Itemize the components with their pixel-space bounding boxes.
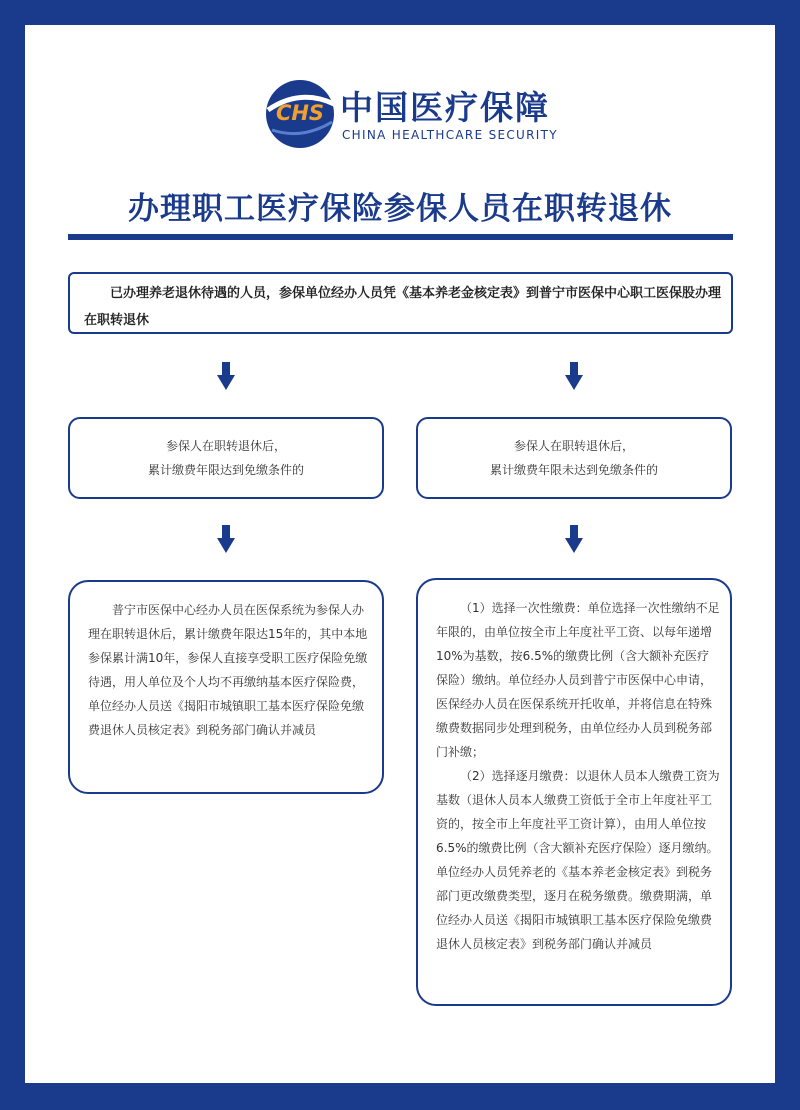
result-left-text: 普宁市医保中心经办人员在医保系统为参保人办理在职转退休后，累计缴费年限达15年的，其中本地参保累计满10年，参保人直接享受职工医疗保险免缴待遇，用人单位及个人均不再缴纳基本医疗保险费，单位经办人员送《揭阳市城镇职工基本医疗保险免缴费退休人员核定表》到税务部门确认并减员 [88,603,368,737]
title-underline [68,234,733,240]
badge-text: CHS [275,101,325,125]
result-right-option2: （2）选择逐月缴费：以退休人员本人缴费工资为基数（退休人员本人缴费工资低于全市上年度社平工资的，按全市上年度社平工资计算），由用人单位按6.5%的缴费比例（含大额补充医疗保险）逐月缴纳。单位经办人员凭养老的《基本养老金核定表》到税务部门更改缴费类型，逐月在税务缴费。缴费期满，单位经办人员送《揭阳市城镇职工基本医疗保险免缴费退休人员核定表》到税务部门确认并减员 [436,769,720,951]
intro-step-text: 已办理养老退休待遇的人员，参保单位经办人员凭《基本养老金核定表》到普宁市医保中心职工医保股办理在职转退休 [84,286,722,328]
result-right-option1: （1）选择一次性缴费：单位选择一次性缴纳不足年限的，由单位按全市上年度社平工资、以每年递增10%为基数，按6.5%的缴费比例（含大额补充医疗保险）缴纳。单位经办人员到普宁市医保中心申请，医保经办人员在医保系统开托收单，并将信息在特殊缴费数据同步处理到税务，由单位经办人员到税务部门补缴； [436,601,720,759]
condition-left-line2: 累计缴费年限达到免缴条件的 [147,463,304,477]
arrow-down-icon [565,525,583,553]
condition-left-box [68,417,384,499]
page-title: 办理职工医疗保险参保人员在职转退休 [128,191,672,227]
logo-name-en: CHINA HEALTHCARE SECURITY [342,128,558,142]
result-right-box [416,578,732,1006]
logo [262,74,572,174]
arrow-down-icon [565,362,583,390]
result-left-box [68,580,384,794]
condition-left-line1: 参保人在职转退休后， [165,439,286,453]
condition-right-line2: 累计缴费年限未达到免缴条件的 [489,463,658,477]
arrow-down-icon [217,525,235,553]
intro-step-box [68,272,733,334]
chs-badge-icon [262,74,338,150]
condition-right-line1: 参保人在职转退休后， [513,439,634,453]
logo-name-cn: 中国医疗保障 [340,88,550,127]
arrow-down-icon [217,362,235,390]
poster-page [25,25,775,1083]
condition-right-box [416,417,732,499]
